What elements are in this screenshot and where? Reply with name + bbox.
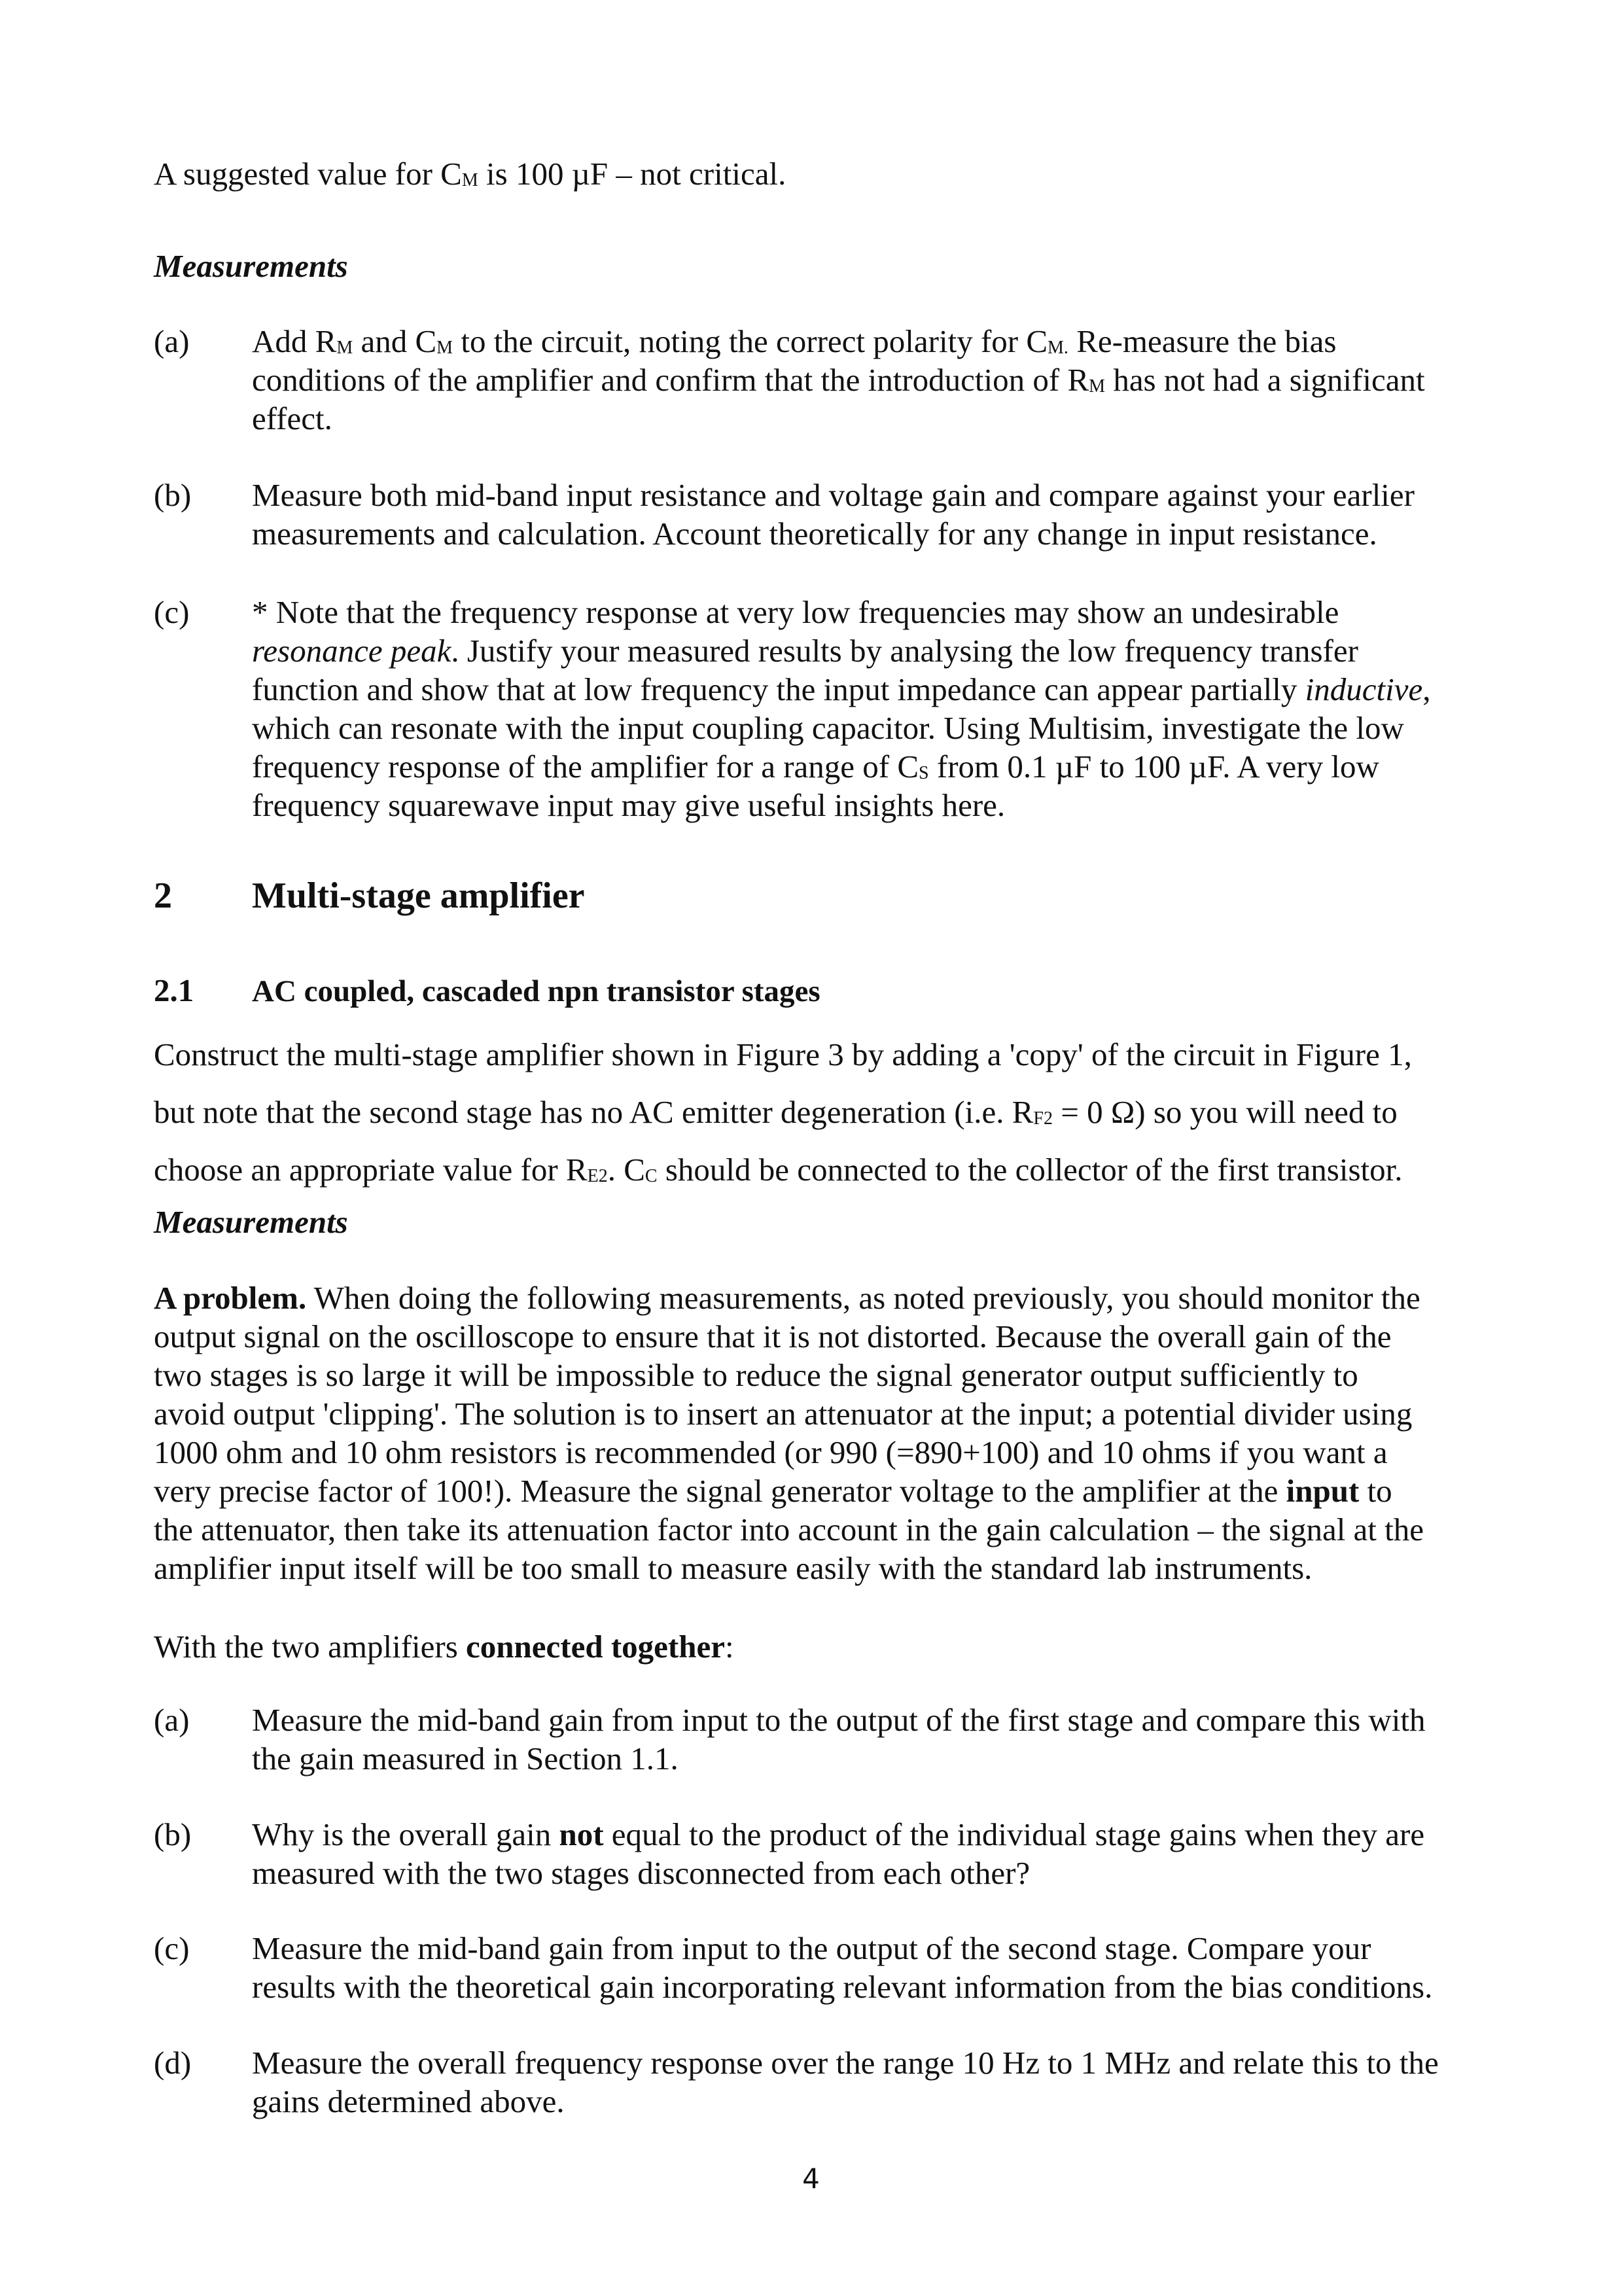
text-run: choose an appropriate value for R xyxy=(154,1152,588,1188)
text-run: but note that the second stage has no AC emitter degeneration (i.e. R xyxy=(154,1094,1034,1130)
item-1a-label: (a) xyxy=(154,323,190,359)
item-2c-label: (c) xyxy=(154,1930,190,1966)
subscript: M. xyxy=(1048,338,1068,358)
text-run: gains determined above. xyxy=(252,2083,565,2119)
text-line xyxy=(154,1394,1424,1433)
text-run: which can resonate with the input coupling capacitor. Using Multisim, investigate the low xyxy=(252,710,1404,746)
text-run: Multi-stage amplifier xyxy=(252,875,585,916)
subscript: M xyxy=(436,338,453,358)
text-line xyxy=(252,709,1430,747)
text-line xyxy=(154,1472,1424,1510)
text-line xyxy=(252,361,1425,399)
subscript: C xyxy=(644,1166,658,1186)
text-run: inductive xyxy=(1305,671,1423,707)
item-1c-label: (c) xyxy=(154,594,190,630)
text-run: avoid output 'clipping'. The solution is to insert an attenuator at the input; a potential divider using xyxy=(154,1396,1413,1432)
text-run: Measure the mid-band gain from input to the output of the first stage and compare this with xyxy=(252,1702,1426,1738)
text-run: not xyxy=(559,1816,604,1852)
item-1c xyxy=(252,593,1430,824)
text-line xyxy=(252,2043,1439,2082)
text-run: = 0 Ω) so you will need to xyxy=(1053,1094,1398,1130)
text-run: output signal on the oscilloscope to ensure that it is not distorted. Because the overall gain of the xyxy=(154,1318,1392,1354)
text-line xyxy=(252,747,1430,786)
text-line xyxy=(154,1317,1424,1356)
measurements-heading-2 xyxy=(154,1203,348,1241)
text-run: and C xyxy=(353,323,437,359)
text-line xyxy=(154,1093,1412,1150)
text-line xyxy=(154,1356,1424,1394)
text-line xyxy=(252,2082,1439,2121)
section-2-heading-label: 2 xyxy=(154,875,172,916)
subscript: S xyxy=(919,763,929,783)
text-line xyxy=(252,631,1430,670)
together-para xyxy=(154,1627,734,1666)
text-run: should be connected to the collector of the first transistor. xyxy=(657,1152,1403,1188)
text-run: 1000 ohm and 10 ohm resistors is recommended (or 990 (=890+100) and 10 ohms if you want a xyxy=(154,1434,1388,1470)
text-line xyxy=(154,1203,348,1241)
text-run: * Note that the frequency response at very low frequencies may show an undesirable xyxy=(252,594,1339,630)
text-run: to the circuit, noting the correct polarity for C xyxy=(453,323,1048,359)
text-run: frequency squarewave input may give useful insights here. xyxy=(252,787,1006,823)
text-run: When doing the following measurements, as noted previously, you should monitor the xyxy=(306,1280,1420,1316)
text-line xyxy=(252,1739,1426,1778)
text-run: the attenuator, then take its attenuation factor into account in the gain calculation – the signal at the xyxy=(154,1511,1424,1547)
text-run: resonance peak xyxy=(252,633,451,669)
text-line xyxy=(252,877,585,915)
text-line xyxy=(252,1929,1432,1968)
text-run: AC coupled, cascaded npn transistor stages xyxy=(252,974,820,1008)
text-line xyxy=(252,476,1415,514)
text-line xyxy=(252,971,820,1010)
text-run: A suggested value for C xyxy=(154,156,462,192)
text-run: Construct the multi-stage amplifier shown in Figure 3 by adding a 'copy' of the circuit in Figure 1, xyxy=(154,1036,1412,1072)
text-line xyxy=(154,1279,1424,1317)
text-run: Measure the overall frequency response over the range 10 Hz to 1 MHz and relate this to the xyxy=(252,2045,1439,2081)
text-run: Add R xyxy=(252,323,337,359)
text-line xyxy=(252,322,1425,361)
text-run: results with the theoretical gain incorporating relevant information from the bias conditions. xyxy=(252,1969,1433,2005)
construct-para xyxy=(154,1035,1412,1208)
text-run: to xyxy=(1359,1473,1392,1509)
text-run: , xyxy=(1422,671,1431,707)
section-2-1-heading xyxy=(252,971,820,1010)
intro xyxy=(154,154,786,193)
item-1b xyxy=(252,476,1415,553)
text-run: from 0.1 µF to 100 µF. A very low xyxy=(928,749,1379,785)
text-run: amplifier input itself will be too small to measure easily with the standard lab instruments. xyxy=(154,1550,1313,1586)
item-2b xyxy=(252,1815,1424,1892)
text-line xyxy=(154,1150,1412,1208)
problem-para xyxy=(154,1279,1424,1587)
text-line xyxy=(252,593,1430,631)
section-2-heading xyxy=(252,877,585,915)
text-run: two stages is so large it will be impossible to reduce the signal generator output sufficiently to xyxy=(154,1357,1358,1393)
text-line xyxy=(154,1549,1424,1587)
text-line xyxy=(252,399,1425,438)
text-run: Measurements xyxy=(154,248,348,284)
measurements-heading-1 xyxy=(154,247,348,285)
text-run: input xyxy=(1286,1473,1360,1509)
text-run: Re-measure the bias xyxy=(1068,323,1337,359)
item-2d-label: (d) xyxy=(154,2045,192,2081)
text-line xyxy=(154,1510,1424,1549)
text-run: Why is the overall gain xyxy=(252,1816,559,1852)
text-run: . C xyxy=(607,1152,645,1188)
text-line xyxy=(252,1854,1424,1892)
text-run: Measurements xyxy=(154,1204,348,1240)
text-line xyxy=(252,670,1430,709)
text-run: measurements and calculation. Account theoretically for any change in input resistance. xyxy=(252,516,1377,552)
text-line xyxy=(252,1815,1424,1854)
subscript: E2 xyxy=(587,1166,608,1186)
text-line xyxy=(154,154,786,193)
text-run: frequency response of the amplifier for a range of C xyxy=(252,749,919,785)
text-line xyxy=(252,514,1415,553)
item-2c xyxy=(252,1929,1432,2006)
text-run: is 100 µF – not critical. xyxy=(478,156,786,192)
text-run: : xyxy=(725,1629,734,1665)
subscript: M xyxy=(461,170,478,190)
text-line xyxy=(252,1968,1432,2006)
text-run: measured with the two stages disconnected from each other? xyxy=(252,1855,1031,1891)
text-run: . Justify your measured results by analysing the low frequency transfer xyxy=(451,633,1358,669)
item-1b-label: (b) xyxy=(154,477,192,513)
text-run: function and show that at low frequency the input impedance can appear partially xyxy=(252,671,1305,707)
subscript: M xyxy=(336,338,353,358)
section-2-1-heading-label: 2.1 xyxy=(154,972,194,1008)
item-2d xyxy=(252,2043,1439,2121)
text-line xyxy=(154,247,348,285)
subscript: F2 xyxy=(1033,1108,1053,1129)
text-run: connected together xyxy=(466,1629,725,1665)
text-run: has not had a significant xyxy=(1105,362,1425,398)
item-1a xyxy=(252,322,1425,438)
text-run: conditions of the amplifier and confirm that the introduction of R xyxy=(252,362,1089,398)
text-line xyxy=(154,1035,1412,1093)
item-2b-label: (b) xyxy=(154,1816,192,1852)
page-number: 4 xyxy=(802,2163,820,2195)
subscript: M xyxy=(1089,376,1106,397)
text-line xyxy=(252,1701,1426,1739)
item-2a xyxy=(252,1701,1426,1778)
text-line xyxy=(252,786,1430,824)
text-run: the gain measured in Section 1.1. xyxy=(252,1740,679,1776)
item-2a-label: (a) xyxy=(154,1702,190,1738)
text-run: Measure both mid-band input resistance and voltage gain and compare against your earlier xyxy=(252,477,1415,513)
text-run: With the two amplifiers xyxy=(154,1629,467,1665)
text-run: very precise factor of 100!). Measure the signal generator voltage to the amplifier at the xyxy=(154,1473,1286,1509)
text-line xyxy=(154,1627,734,1666)
text-line xyxy=(154,1433,1424,1472)
text-run: Measure the mid-band gain from input to the output of the second stage. Compare your xyxy=(252,1930,1371,1966)
text-run: equal to the product of the individual stage gains when they are xyxy=(603,1816,1425,1852)
text-run: A problem. xyxy=(154,1280,307,1316)
text-run: effect. xyxy=(252,400,332,436)
